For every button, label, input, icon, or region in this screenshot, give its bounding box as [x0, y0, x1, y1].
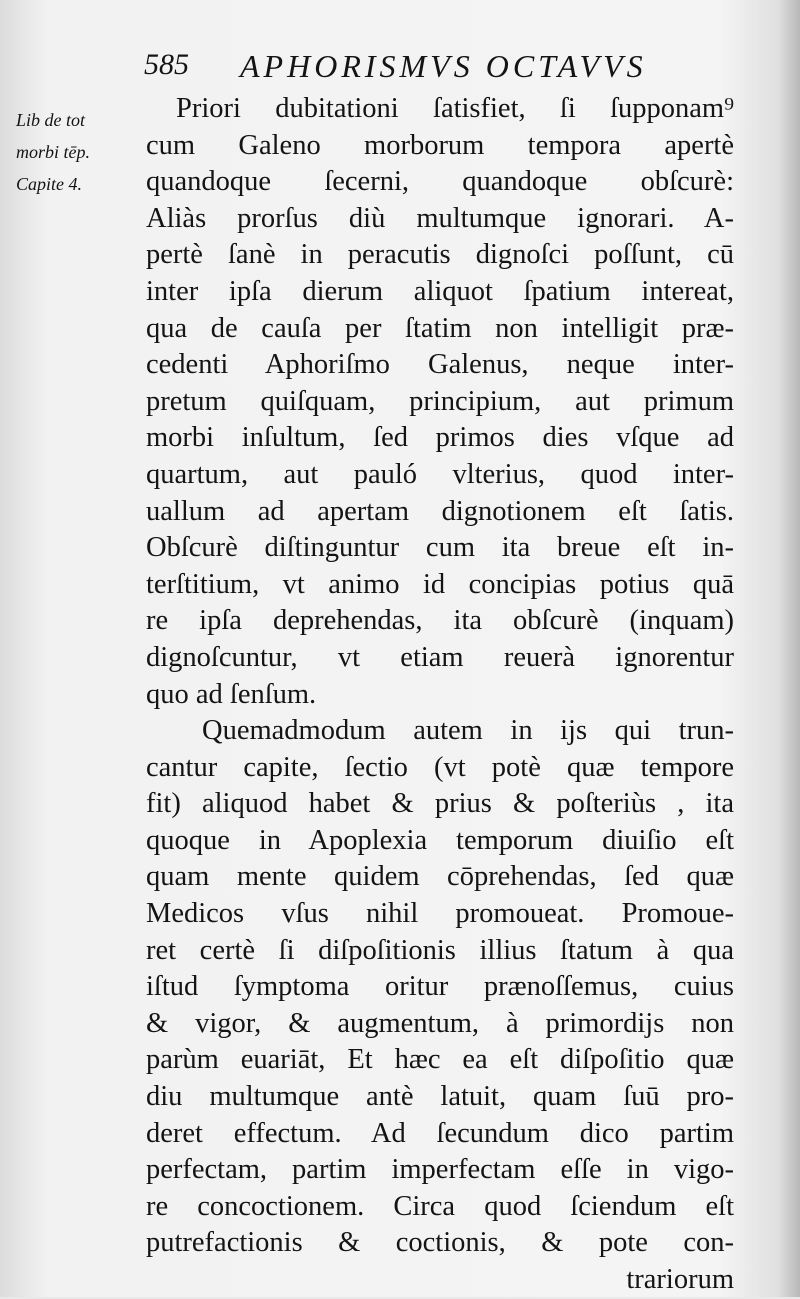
text-line: inter ipſa dierum aliquot ſpatium intereat, [146, 275, 734, 307]
text-line: uallum ad apertam dignotionem eſt ſatis. [146, 495, 734, 527]
text-line: Medicos vſus nihil promoueat. Promoue- [146, 898, 734, 930]
text-line: diu multumque antè latuit, quam ſuū pro- [146, 1081, 734, 1113]
margin-note-line: Capite 4. [16, 174, 82, 194]
text-line: iſtud ſymptoma oritur prænoſſemus, cuius [146, 971, 734, 1003]
text-line: quam mente quidem cōprehendas, ſed quæ [146, 861, 734, 893]
text-line: fit) aliquod habet & prius & poſteriùs , ita [146, 788, 734, 820]
page-header [140, 46, 710, 86]
text-line: terſtitium, vt animo id concipias potius quā [146, 568, 734, 600]
text-line: quoque in Apoplexia temporum diuiſio eſt [146, 824, 734, 856]
catchword: trariorum [626, 1264, 734, 1295]
text-line: Priori dubitationi ſatisfiet, ſi ſupponam⁹ [176, 93, 734, 124]
text-line: qua de cauſa per ſtatim non intelligit præ- [146, 312, 734, 344]
text-line: perfectam, partim imperfectam eſſe in vigo- [146, 1154, 734, 1186]
margin-note-line: Lib de tot [16, 110, 86, 130]
text-line: cum Galeno morborum tempora apertè [146, 129, 734, 161]
running-title: APHORISMVS OCTAVVS [240, 48, 647, 84]
text-line: quo ad ſenſum. [146, 678, 317, 710]
text-line: quandoque ſecerni, quandoque obſcurè: [146, 166, 734, 198]
body-text [146, 91, 734, 1299]
text-line: dignoſcuntur, vt etiam reuerà ignorentur [146, 641, 734, 673]
text-line: putrefactionis & coctionis, & pote con- [146, 1227, 734, 1259]
text-line: deret effectum. Ad ſecundum dico partim [146, 1117, 734, 1149]
text-line: pertè ſanè in peracutis dignoſci poſſunt, cū [146, 239, 734, 271]
paragraph-2 [146, 713, 734, 1262]
text-line: quartum, aut pauló vlterius, quod inter- [146, 458, 734, 490]
text-line: ret certè ſi diſpoſitionis illius ſtatum à qua [146, 934, 734, 966]
text-line: Aliàs prorſus diù multumque ignorari. A- [146, 202, 734, 234]
text-line: morbi inſultum, ſed primos dies vſque ad [146, 422, 734, 454]
text-line: Obſcurè diſtinguntur cum ita breue eſt in- [146, 532, 734, 564]
margin-note-line: morbi tēp. [16, 142, 90, 162]
paragraph-1 [146, 91, 734, 713]
text-line: cantur capite, ſectio (vt potè quæ tempore [146, 751, 734, 783]
page-number: 585 [144, 48, 189, 81]
page-edge-shadow [778, 0, 800, 1297]
text-line: & vigor, & augmentum, à primordijs non [146, 1007, 734, 1039]
text-line: cedenti Aphoriſmo Galenus, neque inter- [146, 349, 734, 381]
text-line: Quemadmodum autem in ijs qui trun- [202, 715, 734, 747]
text-line: re concoctionem. Circa quod ſciendum eſt [146, 1190, 734, 1222]
text-line: pretum quiſquam, principium, aut primum [146, 385, 734, 417]
text-line: parùm euariāt, Et hæc ea eſt diſpoſitio quæ [146, 1044, 734, 1076]
text-line: re ipſa deprehendas, ita obſcurè (inquam) [146, 605, 734, 637]
margin-note [16, 104, 142, 200]
